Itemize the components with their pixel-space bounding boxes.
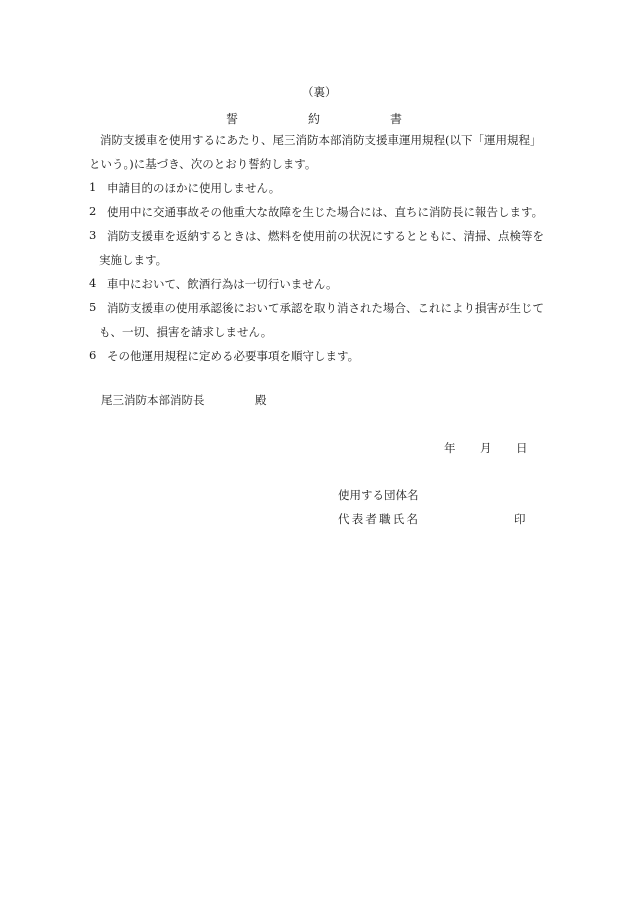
intro-line-2: という。)に基づき、次のとおり誓約します。 bbox=[89, 157, 317, 171]
title-char-3: 書 bbox=[390, 112, 403, 126]
item-continuation: 実施します。 bbox=[99, 253, 168, 267]
item-text: 申請目的のほかに使用しません。 bbox=[107, 181, 281, 195]
representative-name-label: 代表者職氏名 bbox=[338, 512, 421, 526]
date-month-label: 月 bbox=[480, 441, 492, 455]
item-number: 4 bbox=[89, 276, 97, 290]
back-side-label: （裏） bbox=[302, 85, 337, 99]
organization-name-label: 使用する団体名 bbox=[338, 488, 419, 502]
seal-mark-label: 印 bbox=[514, 512, 526, 526]
intro-line-1: 消防支援車を使用するにあたり、尾三消防本部消防支援車運用規程(以下「運用規程」 bbox=[100, 133, 542, 147]
item-number: 5 bbox=[89, 300, 97, 314]
item-text: 車中において、飲酒行為は一切行いません。 bbox=[107, 277, 338, 291]
item-number: 3 bbox=[89, 228, 97, 242]
addressee-organization: 尾三消防本部消防長 bbox=[101, 393, 205, 407]
item-number: 1 bbox=[89, 180, 97, 194]
item-text: 消防支援車を返納するときは、燃料を使用前の状況にするとともに、清掃、点検等を bbox=[107, 229, 544, 243]
item-text: 消防支援車の使用承認後において承認を取り消された場合、これにより損害が生じて bbox=[107, 301, 544, 315]
title-char-1: 誓 bbox=[226, 112, 239, 126]
item-number: 2 bbox=[89, 204, 97, 218]
date-year-label: 年 bbox=[444, 441, 456, 455]
item-number: 6 bbox=[89, 348, 97, 362]
item-text: その他運用規程に定める必要事項を順守します。 bbox=[107, 349, 360, 363]
title-char-2: 約 bbox=[308, 112, 321, 126]
item-text: 使用中に交通事故その他重大な故障を生じた場合には、直ちに消防長に報告します。 bbox=[107, 205, 544, 219]
date-day-label: 日 bbox=[516, 441, 528, 455]
item-continuation: も、一切、損害を請求しません。 bbox=[99, 325, 273, 339]
addressee-honorific: 殿 bbox=[255, 393, 267, 407]
